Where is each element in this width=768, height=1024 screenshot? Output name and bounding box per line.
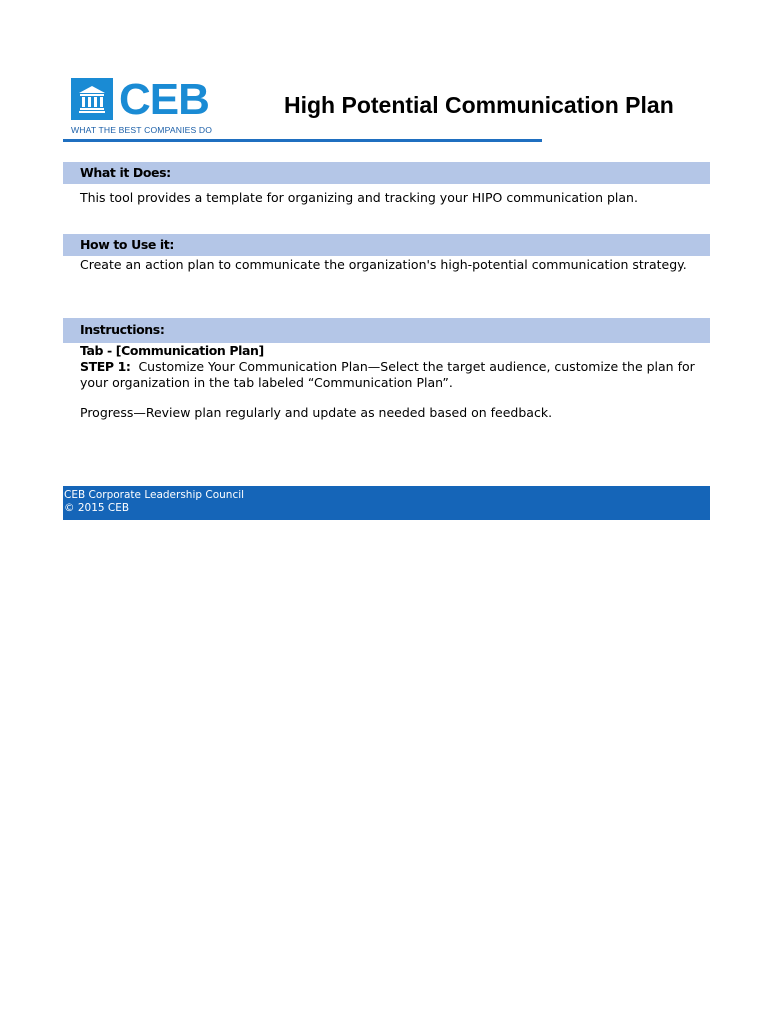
title-underline bbox=[63, 139, 542, 142]
instructions-progress bbox=[80, 405, 553, 421]
step1-text-line2: your organization in the tab labeled “Communication Plan”. bbox=[80, 375, 453, 390]
tab-label: Tab - [Communication Plan] bbox=[80, 343, 264, 358]
what-it-does-text-content: This tool provides a template for organizing and tracking your HIPO communication plan. bbox=[80, 190, 638, 205]
title-cell bbox=[284, 88, 674, 124]
how-to-use-text bbox=[80, 257, 687, 273]
ceb-logo bbox=[71, 75, 221, 136]
page-title: High Potential Communication Plan bbox=[284, 92, 674, 118]
logo-tagline: WHAT THE BEST COMPANIES DO bbox=[71, 125, 213, 135]
bank-building-icon bbox=[71, 78, 113, 120]
instructions-step1-line2 bbox=[80, 375, 542, 391]
section-heading: How to Use it: bbox=[80, 237, 174, 252]
instructions-tab-label bbox=[80, 343, 542, 359]
footer-bar bbox=[63, 486, 710, 520]
footer-copyright: © 2015 CEB bbox=[64, 502, 130, 514]
section-header-what-it-does bbox=[63, 162, 710, 184]
section-header-how-to-use bbox=[63, 234, 710, 256]
section-heading: What it Does: bbox=[80, 165, 171, 180]
instructions-step1 bbox=[80, 359, 695, 375]
progress-text: Progress—Review plan regularly and update as needed based on feedback. bbox=[80, 405, 553, 420]
footer-org: CEB Corporate Leadership Council bbox=[64, 489, 245, 501]
what-it-does-text bbox=[80, 190, 638, 206]
how-to-use-text-content: Create an action plan to communicate the organization's high-potential communication strategy. bbox=[80, 257, 687, 272]
section-header-instructions bbox=[63, 318, 710, 343]
step1-text: Customize Your Communication Plan—Select the target audience, customize the plan for bbox=[138, 359, 695, 374]
logo-wordmark: CEB bbox=[119, 75, 209, 124]
section-heading: Instructions: bbox=[80, 322, 165, 337]
step1-label: STEP 1: bbox=[80, 359, 131, 374]
